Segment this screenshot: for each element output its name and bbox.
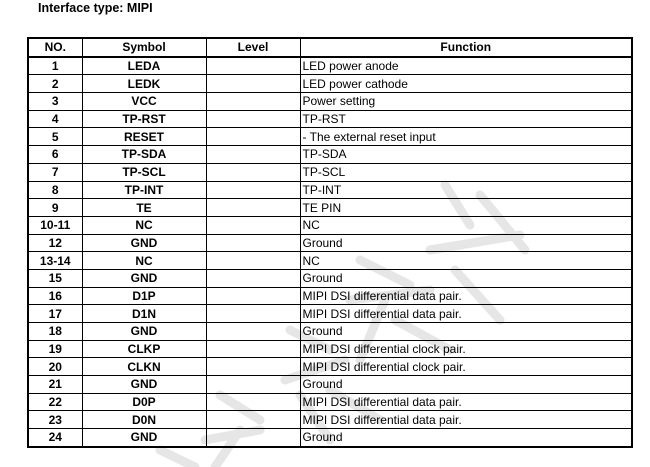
pin-symbol: D1N bbox=[82, 305, 206, 323]
pin-symbol: D1P bbox=[82, 287, 206, 305]
pin-number: 21 bbox=[28, 376, 82, 394]
table-row bbox=[28, 146, 632, 164]
pin-level bbox=[206, 163, 300, 181]
pin-level bbox=[206, 323, 300, 341]
pin-number: 23 bbox=[28, 411, 82, 429]
table-row bbox=[28, 163, 632, 181]
pin-function: MIPI DSI differential data pair. bbox=[300, 411, 632, 429]
pin-number: 4 bbox=[28, 110, 82, 128]
pin-symbol: LEDA bbox=[82, 57, 206, 75]
pin-level bbox=[206, 269, 300, 287]
pin-symbol: LEDK bbox=[82, 75, 206, 93]
pin-function: LED power cathode bbox=[300, 75, 632, 93]
table-row bbox=[28, 93, 632, 111]
pin-symbol: NC bbox=[82, 252, 206, 270]
table-row bbox=[28, 429, 632, 447]
pin-level bbox=[206, 93, 300, 111]
pin-symbol: D0P bbox=[82, 393, 206, 411]
pin-number: 1 bbox=[28, 57, 82, 75]
table-row bbox=[28, 340, 632, 358]
pin-level bbox=[206, 393, 300, 411]
pin-function: MIPI DSI differential clock pair. bbox=[300, 358, 632, 376]
pin-number: 3 bbox=[28, 93, 82, 111]
table-row bbox=[28, 57, 632, 75]
pin-number: 5 bbox=[28, 128, 82, 146]
pin-symbol: TE bbox=[82, 199, 206, 217]
pin-symbol: TP-SDA bbox=[82, 146, 206, 164]
pin-number: 19 bbox=[28, 340, 82, 358]
pin-level bbox=[206, 358, 300, 376]
pin-number: 22 bbox=[28, 393, 82, 411]
pin-symbol: RESET bbox=[82, 128, 206, 146]
pin-number: 6 bbox=[28, 146, 82, 164]
table-row bbox=[28, 216, 632, 234]
table-row bbox=[28, 358, 632, 376]
pin-number: 13-14 bbox=[28, 252, 82, 270]
table-row bbox=[28, 234, 632, 252]
table-row bbox=[28, 252, 632, 270]
pin-level bbox=[206, 128, 300, 146]
pin-function: Ground bbox=[300, 234, 632, 252]
pin-function: TP-INT bbox=[300, 181, 632, 199]
pin-level bbox=[206, 199, 300, 217]
pin-symbol: TP-SCL bbox=[82, 163, 206, 181]
table-header-row bbox=[28, 38, 632, 57]
table-row bbox=[28, 199, 632, 217]
pin-function: LED power anode bbox=[300, 57, 632, 75]
table-row bbox=[28, 269, 632, 287]
pin-symbol: CLKN bbox=[82, 358, 206, 376]
pin-function: Ground bbox=[300, 376, 632, 394]
pin-level bbox=[206, 429, 300, 447]
pin-symbol: GND bbox=[82, 376, 206, 394]
pin-symbol: GND bbox=[82, 429, 206, 447]
table-row bbox=[28, 376, 632, 394]
pin-number: 20 bbox=[28, 358, 82, 376]
pin-level bbox=[206, 234, 300, 252]
table-row bbox=[28, 323, 632, 341]
pin-level bbox=[206, 75, 300, 93]
header-no: NO. bbox=[28, 38, 82, 57]
table-row bbox=[28, 393, 632, 411]
pin-level bbox=[206, 181, 300, 199]
pin-function: TP-SCL bbox=[300, 163, 632, 181]
pin-number: 15 bbox=[28, 269, 82, 287]
pin-function: MIPI DSI differential clock pair. bbox=[300, 340, 632, 358]
pin-level bbox=[206, 287, 300, 305]
pin-symbol: GND bbox=[82, 269, 206, 287]
header-symbol: Symbol bbox=[82, 38, 206, 57]
table-row bbox=[28, 110, 632, 128]
pin-number: 24 bbox=[28, 429, 82, 447]
header-level: Level bbox=[206, 38, 300, 57]
pin-number: 12 bbox=[28, 234, 82, 252]
table-row bbox=[28, 287, 632, 305]
pin-definition-table bbox=[27, 37, 633, 448]
pin-symbol: CLKP bbox=[82, 340, 206, 358]
pin-symbol: TP-INT bbox=[82, 181, 206, 199]
pin-function: Ground bbox=[300, 269, 632, 287]
pin-function: TE PIN bbox=[300, 199, 632, 217]
pin-function: MIPI DSI differential data pair. bbox=[300, 287, 632, 305]
pin-function: NC bbox=[300, 216, 632, 234]
table-row bbox=[28, 128, 632, 146]
pin-level bbox=[206, 305, 300, 323]
pin-function: NC bbox=[300, 252, 632, 270]
pin-number: 10-11 bbox=[28, 216, 82, 234]
table-row bbox=[28, 75, 632, 93]
pin-function: TP-RST bbox=[300, 110, 632, 128]
pin-function: MIPI DSI differential data pair. bbox=[300, 393, 632, 411]
pin-number: 18 bbox=[28, 323, 82, 341]
pin-number: 17 bbox=[28, 305, 82, 323]
pin-symbol: GND bbox=[82, 323, 206, 341]
pin-function: Ground bbox=[300, 323, 632, 341]
pin-symbol: GND bbox=[82, 234, 206, 252]
pin-level bbox=[206, 411, 300, 429]
pin-level bbox=[206, 216, 300, 234]
pin-level bbox=[206, 110, 300, 128]
table-row bbox=[28, 305, 632, 323]
pin-number: 2 bbox=[28, 75, 82, 93]
pin-function: Power setting bbox=[300, 93, 632, 111]
pin-number: 9 bbox=[28, 199, 82, 217]
pin-symbol: NC bbox=[82, 216, 206, 234]
pin-level bbox=[206, 252, 300, 270]
interface-type-caption: Interface type: MIPI bbox=[38, 1, 153, 15]
pin-number: 8 bbox=[28, 181, 82, 199]
pin-level bbox=[206, 146, 300, 164]
pin-function: MIPI DSI differential data pair. bbox=[300, 305, 632, 323]
pin-symbol: VCC bbox=[82, 93, 206, 111]
pin-number: 7 bbox=[28, 163, 82, 181]
header-function: Function bbox=[300, 38, 632, 57]
pin-number: 16 bbox=[28, 287, 82, 305]
table-row bbox=[28, 411, 632, 429]
pin-symbol: TP-RST bbox=[82, 110, 206, 128]
pin-function: TP-SDA bbox=[300, 146, 632, 164]
pin-level bbox=[206, 376, 300, 394]
pin-level bbox=[206, 340, 300, 358]
pin-level bbox=[206, 57, 300, 75]
pin-function: Ground bbox=[300, 429, 632, 447]
table-row bbox=[28, 181, 632, 199]
pin-function: - The external reset input bbox=[300, 128, 632, 146]
pin-symbol: D0N bbox=[82, 411, 206, 429]
